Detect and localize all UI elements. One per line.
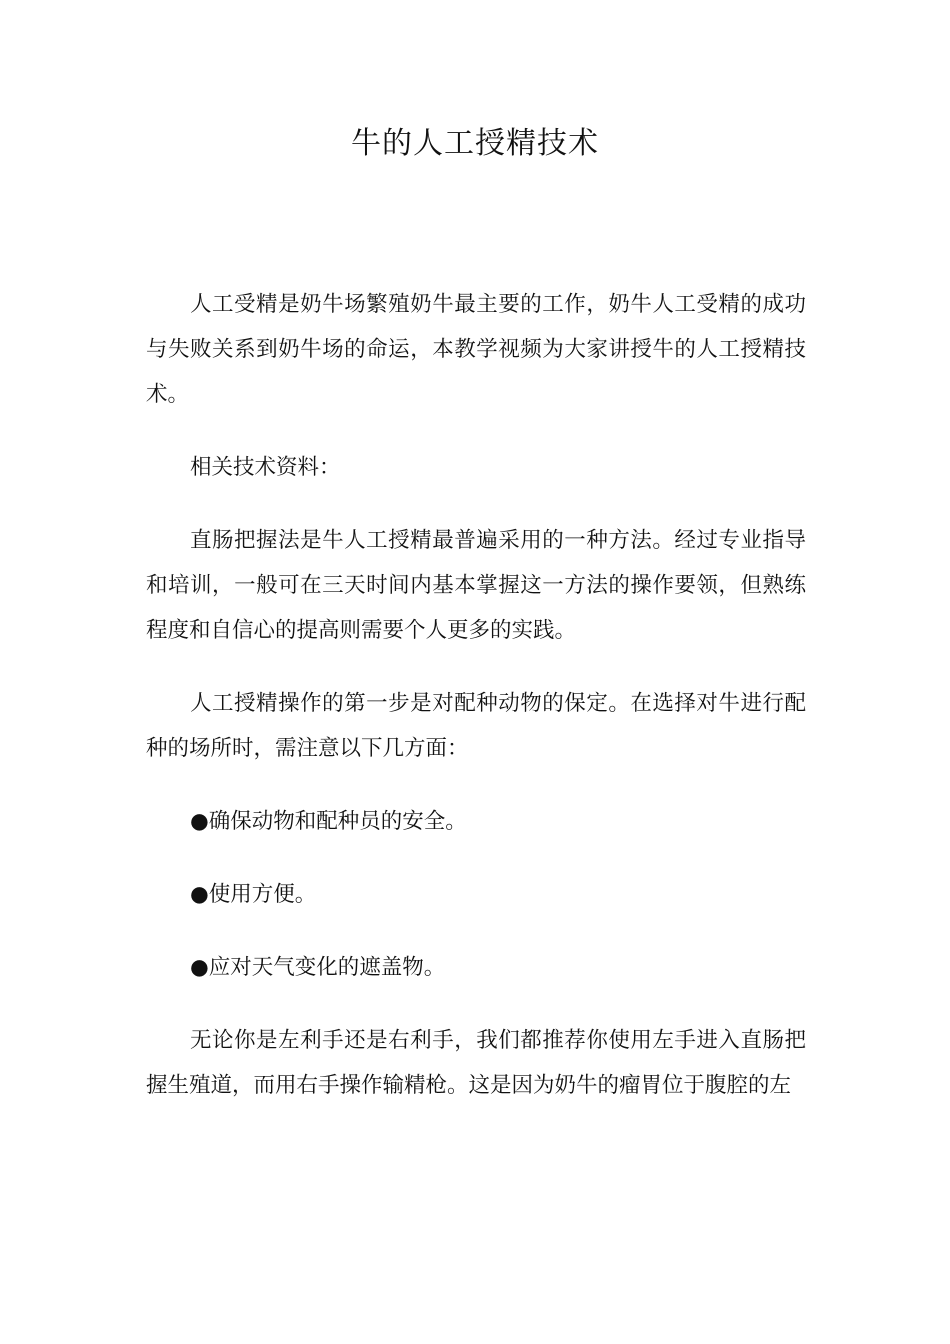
bullet-item-safety: ●确保动物和配种员的安全。: [190, 809, 467, 834]
paragraph-restraint: 人工授精操作的第一步是对配种动物的保定。在选择对牛进行配种的场所时，需注意以下几方面：: [146, 691, 806, 761]
bullet-item-weather-cover: ●应对天气变化的遮盖物。: [190, 955, 446, 980]
paragraph-left-hand: 无论你是左利手还是右利手，我们都推荐你使用左手进入直肠把握生殖道，而用右手操作输精枪。这是因为奶牛的瘤胃位于腹腔的左: [146, 1028, 806, 1098]
bullet-item-convenience: ●使用方便。: [190, 882, 317, 907]
paragraph-intro: 人工受精是奶牛场繁殖奶牛最主要的工作，奶牛人工受精的成功与失败关系到奶牛场的命运，本教学视频为大家讲授牛的人工授精技术。: [146, 292, 806, 407]
document-body: [146, 282, 806, 1108]
paragraph-rectal-method: 直肠把握法是牛人工授精最普遍采用的一种方法。经过专业指导和培训，一般可在三天时间内基本掌握这一方法的操作要领，但熟练程度和自信心的提高则需要个人更多的实践。: [146, 528, 806, 643]
paragraph-heading-resources: 相关技术资料：: [190, 455, 341, 480]
document-title: 牛的人工授精技术: [351, 126, 599, 161]
